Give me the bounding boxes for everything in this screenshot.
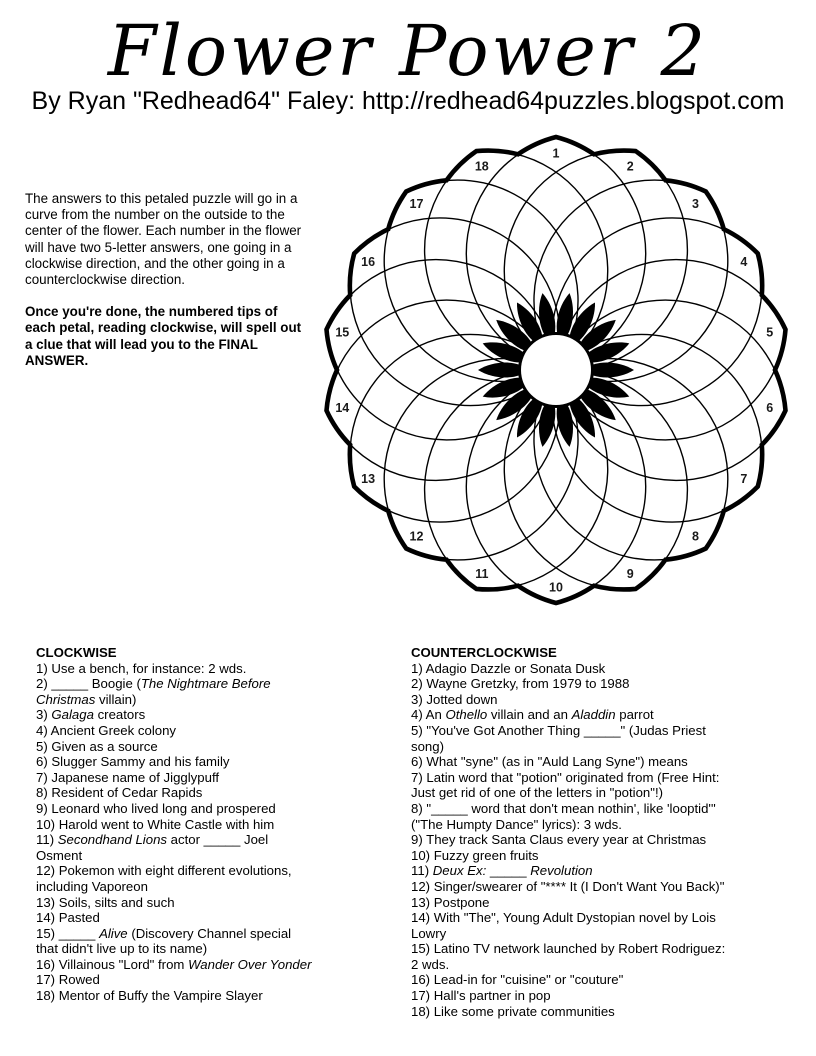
clue-item: 18) Like some private communities <box>411 1003 615 1019</box>
clockwise-clue-list <box>36 661 406 1004</box>
clue-item: 17) Hall's partner in pop <box>411 988 551 1004</box>
petal-number: 4 <box>740 254 748 269</box>
instructions-paragraph: The answers to this petaled puzzle will go in a curve from the number on the outside to the center of the flower. Each number in the flower will have two 5-letter answers, one going in a clockwise direction, and the other going in a counterclockwise direction. <box>25 191 302 288</box>
clue-item: 5) "You've Got Another Thing _____" (Judas Priest song) <box>411 722 706 754</box>
clue-item: 15) _____ Alive (Discovery Channel special that didn't live up to its name) <box>36 925 292 957</box>
flower-diagram-svg <box>306 120 806 620</box>
page-title: Flower Power 2 <box>107 10 709 92</box>
petal-number: 17 <box>409 197 424 212</box>
counterclockwise-heading: COUNTERCLOCKWISE <box>411 645 557 660</box>
petal-number: 18 <box>474 159 489 174</box>
petal-number: 12 <box>409 529 424 544</box>
clue-item: 14) With "The", Young Adult Dystopian novel by Lois Lowry <box>411 910 716 941</box>
clue-item: 16) Lead-in for "cuisine" or "couture" <box>411 972 624 988</box>
clue-item: 18) Mentor of Buffy the Vampire Slayer <box>36 988 263 1004</box>
petal-number: 8 <box>692 529 699 544</box>
clue-item: 13) Postpone <box>411 894 490 910</box>
clue-item: 14) Pasted <box>36 910 100 926</box>
clue-item: 6) Slugger Sammy and his family <box>36 754 230 770</box>
petal-number: 1 <box>552 146 560 161</box>
clue-item: 2) Wayne Gretzky, from 1979 to 1988 <box>411 676 630 692</box>
counterclockwise-clues-column <box>411 645 815 1019</box>
clue-item: 1) Use a bench, for instance: 2 wds. <box>36 660 247 676</box>
petal-number: 15 <box>335 325 350 340</box>
clue-item: 10) Fuzzy green fruits <box>411 847 539 863</box>
instructions <box>25 191 345 369</box>
petal-number: 10 <box>549 580 563 595</box>
petal-number: 7 <box>740 471 748 486</box>
clue-item: 4) Ancient Greek colony <box>36 722 177 738</box>
clue-item: 7) Latin word that "potion" originated from (Free Hint: Just get rid of one of the letters in "potion"!) <box>411 769 720 801</box>
petal-number: 16 <box>361 254 376 269</box>
clue-item: 8) Resident of Cedar Rapids <box>36 785 203 801</box>
clue-item: 3) Galaga creators <box>36 707 146 723</box>
petal-number: 14 <box>335 401 350 415</box>
clue-item: 7) Japanese name of Jigglypuff <box>36 769 220 785</box>
clue-item: 1) Adagio Dazzle or Sonata Dusk <box>411 660 606 676</box>
clue-item: 17) Rowed <box>36 972 100 988</box>
clue-item: 12) Pokemon with eight different evolutions, including Vaporeon <box>36 863 292 894</box>
petal-number: 5 <box>766 325 774 340</box>
clue-item: 6) What "syne" (as in "Auld Lang Syne") means <box>411 754 688 770</box>
instructions-final-answer-note: Once you're done, the numbered tips of each petal, reading clockwise, will spell out a clue that will lead you to the FINAL ANSWER. <box>25 304 302 368</box>
clue-item: 9) Leonard who lived long and prospered <box>36 800 276 816</box>
clockwise-heading: CLOCKWISE <box>36 645 117 660</box>
clue-item: 10) Harold went to White Castle with him <box>36 816 275 832</box>
clue-item: 9) They track Santa Claus every year at Christmas <box>411 832 707 848</box>
clue-item: 5) Given as a source <box>36 738 158 754</box>
clue-item: 12) Singer/swearer of "**** It (I Don't Want You Back)" <box>411 878 725 894</box>
petal-number: 11 <box>475 567 489 582</box>
petal-number: 6 <box>766 401 774 415</box>
petal-number: 9 <box>626 567 634 582</box>
byline: By Ryan "Redhead64" Faley: http://redhead64puzzles.blogspot.com <box>31 87 785 115</box>
petal-number: 2 <box>626 159 634 174</box>
counterclockwise-clue-list <box>411 661 815 1020</box>
petal-number: 3 <box>692 197 699 212</box>
clue-item: 8) "_____ word that don't mean nothin', like 'looptid'" ("The Humpty Dance" lyrics): 3 wds. <box>411 800 716 832</box>
clue-item: 11) Deux Ex: _____ Revolution <box>411 863 593 879</box>
clockwise-clues-column <box>36 645 406 1004</box>
flower-puzzle-diagram <box>306 120 806 620</box>
clue-item: 2) _____ Boogie (The Nightmare Before Christmas villain) <box>36 676 271 707</box>
clue-item: 11) Secondhand Lions actor _____ Joel Osment <box>36 832 269 863</box>
petal-number: 13 <box>361 471 376 486</box>
clue-item: 3) Jotted down <box>411 691 498 707</box>
clue-item: 13) Soils, silts and such <box>36 894 175 910</box>
flower-center-circle <box>521 335 591 405</box>
clue-item: 4) An Othello villain and an Aladdin parrot <box>411 707 654 723</box>
clue-item: 16) Villainous "Lord" from Wander Over Yonder <box>36 956 312 972</box>
clue-item: 15) Latino TV network launched by Robert Rodriguez: 2 wds. <box>411 941 726 972</box>
